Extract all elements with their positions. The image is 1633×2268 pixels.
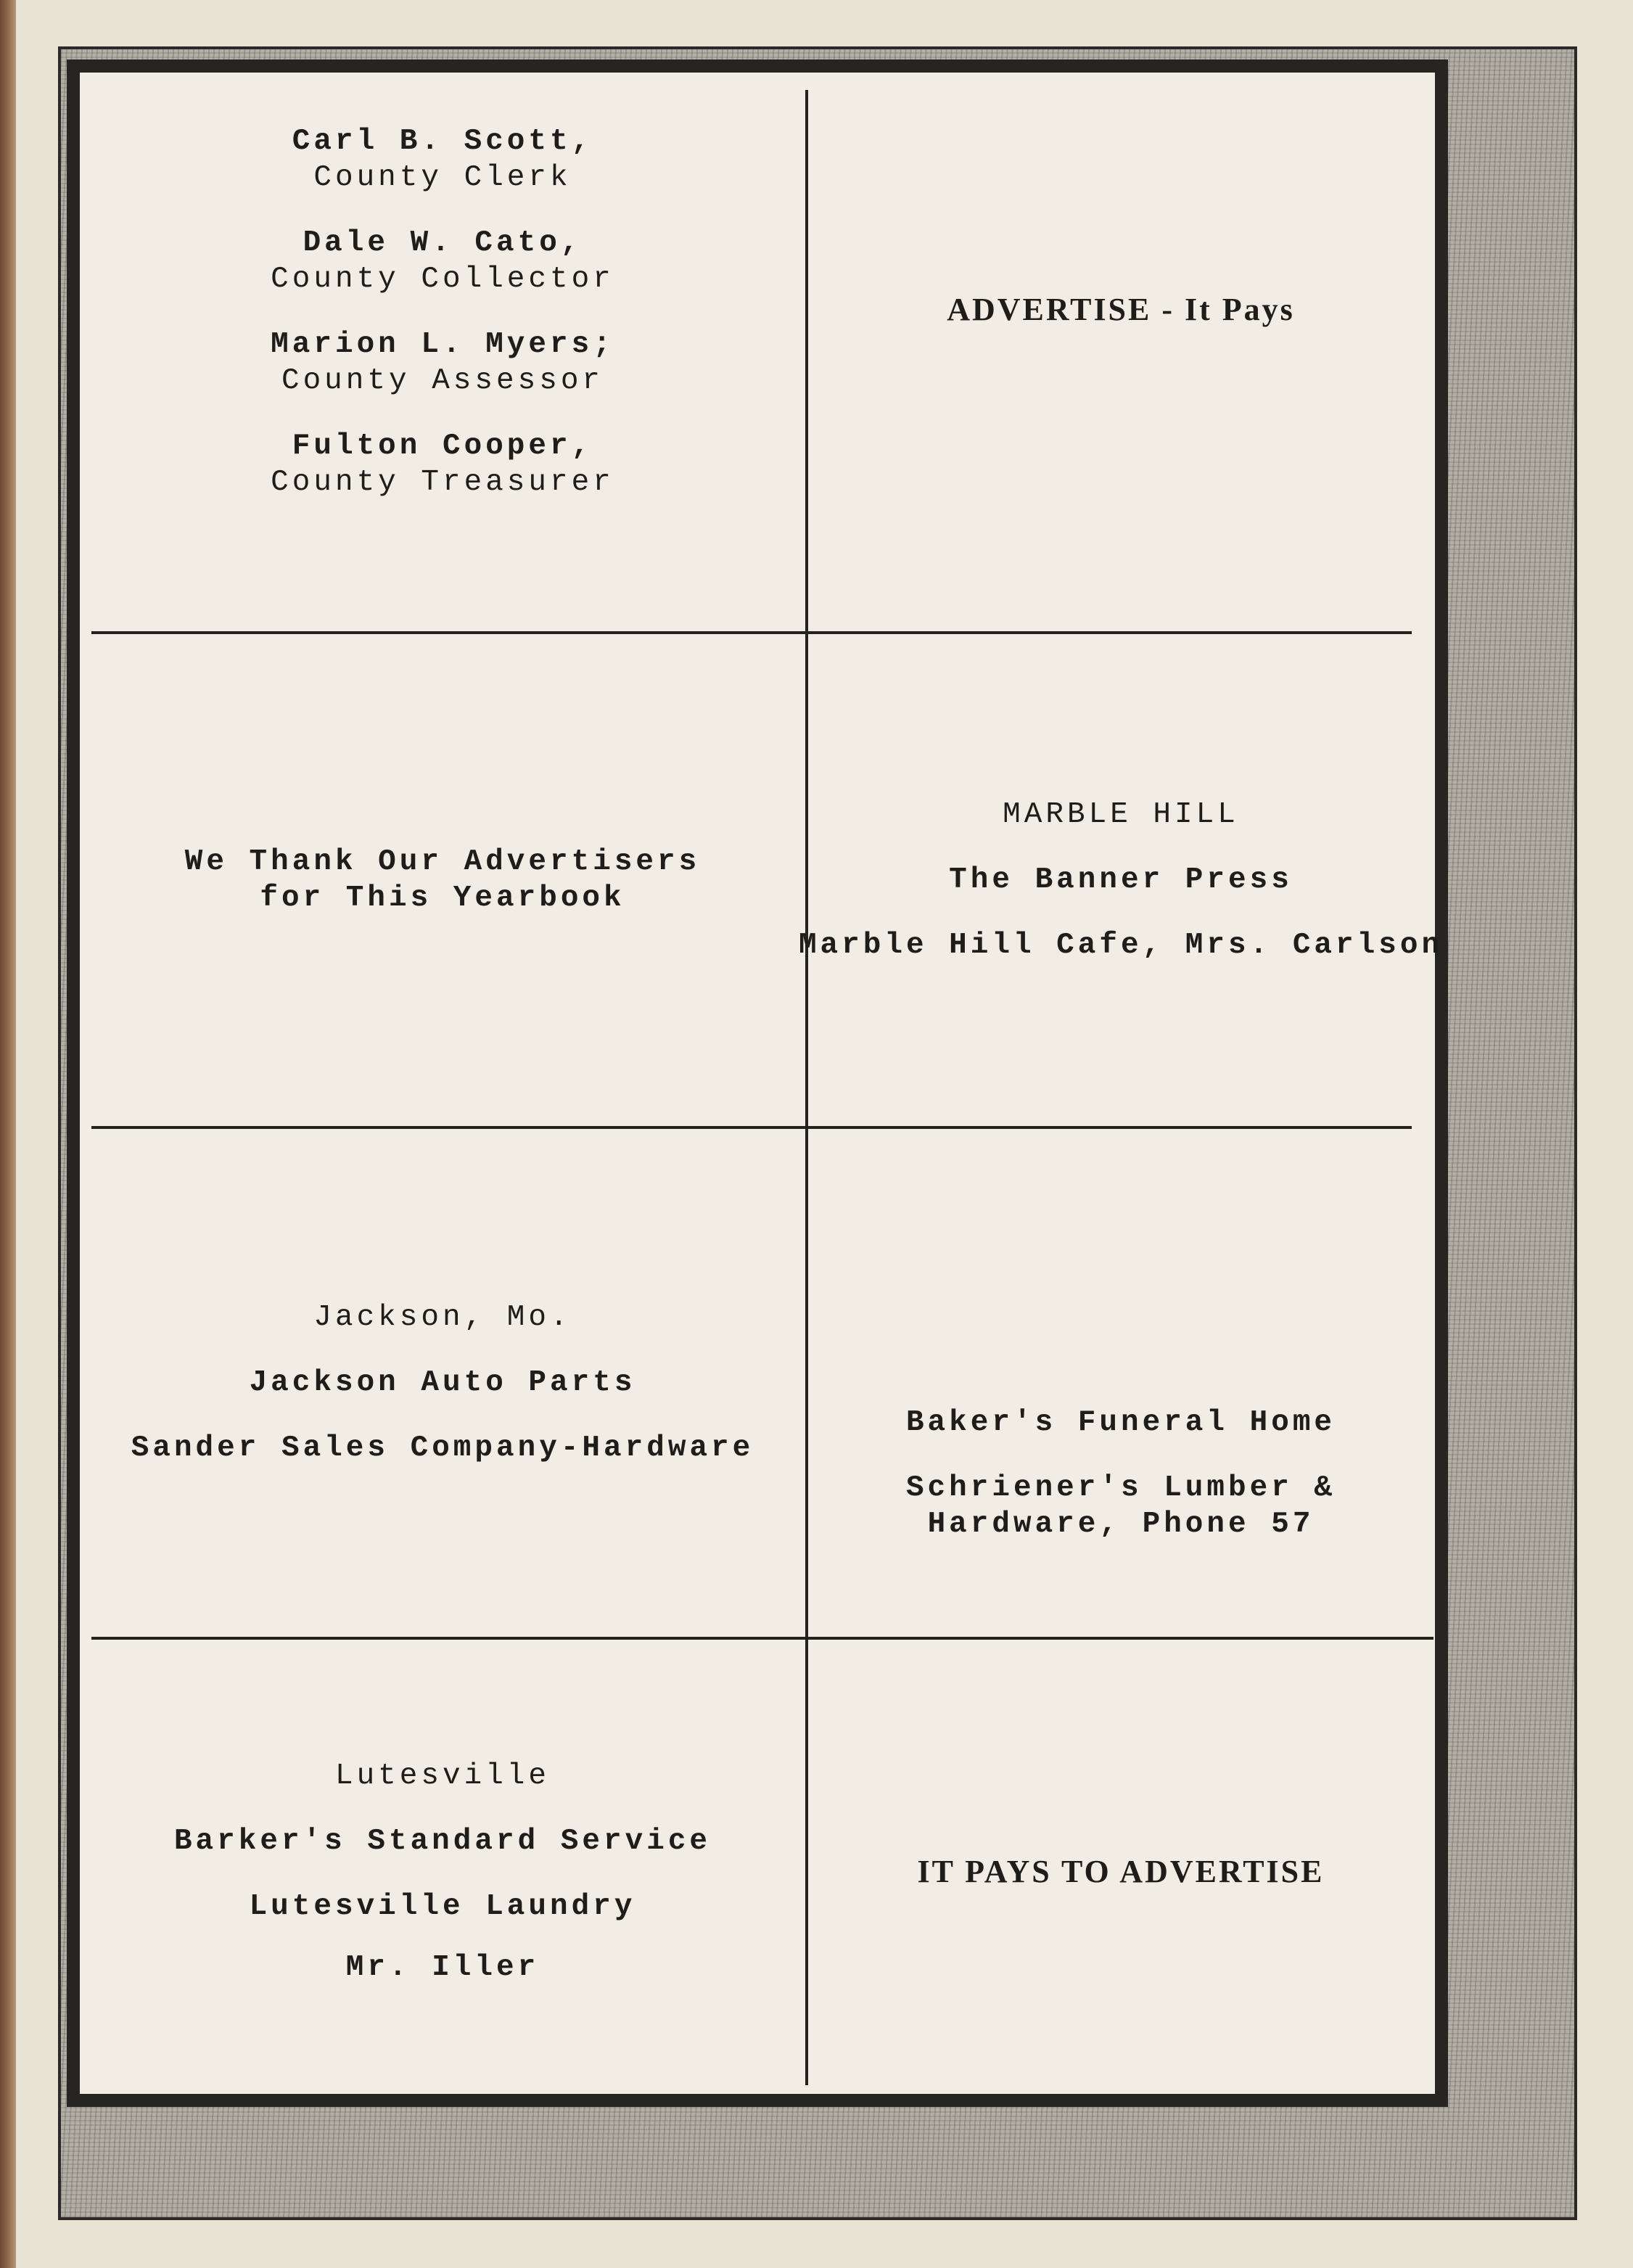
advertiser-listing: Jackson Auto Parts <box>249 1366 636 1400</box>
thank-advertisers-cell <box>80 634 805 1126</box>
ad-page-panel <box>67 59 1448 2107</box>
official-title: County Clerk <box>313 161 572 194</box>
advertise-slogan: IT PAYS TO ADVERTISE <box>917 1854 1325 1889</box>
advertiser-listing: Sander Sales Company-Hardware <box>131 1431 754 1465</box>
official-title: County Treasurer <box>271 466 614 499</box>
it-pays-to-advertise-cell <box>808 1640 1433 2104</box>
jackson-cell <box>80 1129 805 1637</box>
advertiser-listing: The Banner Press <box>949 863 1293 897</box>
advertiser-listing: Baker's Funeral Home <box>905 1406 1336 1439</box>
bakers-cell <box>808 1129 1433 1637</box>
book-binding-edge <box>0 0 16 2268</box>
thank-line-2: for This Yearbook <box>260 882 625 915</box>
official-name: Dale W. Cato, <box>303 226 583 260</box>
advertiser-listing: Mr. Iller <box>345 1951 540 1984</box>
town-heading: MARBLE HILL <box>1003 798 1239 831</box>
town-heading: Lutesville <box>334 1759 551 1793</box>
marble-hill-cell <box>798 634 1444 1126</box>
advertiser-listing: Schriener's Lumber & <box>905 1471 1336 1505</box>
official-title: County Collector <box>271 263 614 296</box>
lutesville-cell <box>80 1640 805 2104</box>
official-name: Carl B. Scott, <box>292 125 593 158</box>
official-name: Marion L. Myers; <box>271 328 614 361</box>
official-name: Fulton Cooper, <box>292 430 593 463</box>
advertiser-listing: Marble Hill Cafe, Mrs. Carlson <box>798 929 1444 962</box>
county-officials-cell <box>80 123 805 631</box>
advertiser-listing: Barker's Standard Service <box>173 1825 712 1858</box>
advertiser-listing: Lutesville Laundry <box>249 1890 636 1923</box>
thank-line-1: We Thank Our Advertisers <box>184 845 701 879</box>
advertise-slogan: ADVERTISE - It Pays <box>947 292 1295 327</box>
town-heading: Jackson, Mo. <box>313 1301 572 1334</box>
advertiser-listing: Hardware, Phone 57 <box>927 1508 1315 1541</box>
official-title: County Assessor <box>281 364 604 398</box>
advertise-it-pays-cell <box>808 73 1433 631</box>
